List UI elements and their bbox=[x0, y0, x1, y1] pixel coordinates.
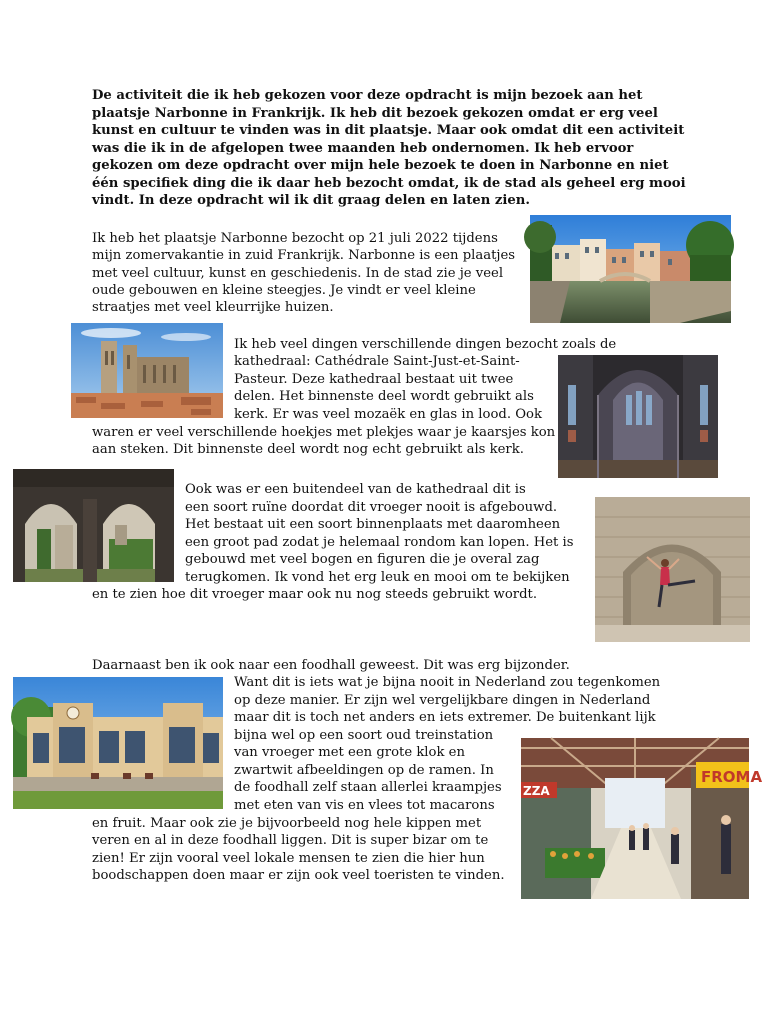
foodhall-line: veren en al in deze foodhall liggen. Dit is super bizar om te bbox=[92, 833, 489, 848]
intro-line: De activiteit die ik heb gekozen voor deze opdracht is mijn bezoek aan het bbox=[92, 88, 643, 103]
intro-line: gekozen om deze opdracht over mijn hele bezoek te doen in Narbonne en niet bbox=[92, 158, 669, 173]
cathedral-line: waren er veel verschillende hoekjes met plekjes waar je kaarsjes kon bbox=[92, 425, 556, 440]
outside-line: Ook was er een buitendeel van de kathedraal dit is bbox=[185, 482, 526, 497]
cloister-arches-photo bbox=[13, 469, 174, 582]
foodhall-line: Want dit is iets wat je bijna nooit in Nederland zou tegenkomen bbox=[234, 675, 661, 690]
foodhall-line: zwartwit afbeeldingen op de ramen. In bbox=[234, 763, 494, 778]
cathedral-line: kerk. Er was veel mozaëk en glas in lood. Ook bbox=[234, 407, 542, 422]
foodhall-line: de foodhall zelf staan allerlei kraampjes bbox=[234, 780, 502, 795]
foodhall-line: maar dit is toch net anders en iets extremer. De buitenkant lijk bbox=[234, 710, 656, 725]
cathedral-line: Ik heb veel dingen verschillende dingen bezocht zoals de bbox=[234, 337, 617, 352]
visit-line: straatjes met veel kleurrijke huizen. bbox=[92, 300, 334, 315]
foodhall-line: bijna wel op een soort oud treinstation bbox=[234, 728, 494, 743]
cathedral-line: Pasteur. Deze kathedraal bestaat uit twee bbox=[234, 372, 514, 387]
outside-line: gebouwd met veel bogen en figuren die je overal zag bbox=[185, 552, 540, 567]
visit-line: Ik heb het plaatsje Narbonne bezocht op 21 juli 2022 tijdens bbox=[92, 231, 498, 246]
intro-line: één specifiek ding die ik daar heb bezocht omdat, ik de stad als geheel erg mooi bbox=[92, 176, 686, 191]
cathedral-exterior-photo bbox=[71, 323, 223, 418]
outside-line: Het bestaat uit een soort binnenplaats met daaromheen bbox=[185, 517, 561, 532]
intro-line: vindt. In deze opdracht wil ik dit graag delen en laten zien. bbox=[92, 193, 530, 208]
outside-line: een groot pad zodat je helemaal rondom kan lopen. Het is bbox=[185, 535, 574, 550]
foodhall-line: boodschappen doen maar er zijn ook veel toeristen te vinden. bbox=[92, 868, 505, 883]
visit-line: oude gebouwen en kleine steegjes. Je vindt er veel kleine bbox=[92, 283, 476, 298]
cathedral-line: kathedraal: Cathédrale Saint-Just-et-Saint- bbox=[234, 354, 520, 369]
cathedral-line: delen. Het binnenste deel wordt gebruikt als bbox=[234, 389, 534, 404]
visit-line: mijn zomervakantie in zuid Frankrijk. Narbonne is een plaatjes bbox=[92, 248, 516, 263]
intro-line: plaatsje Narbonne in Frankrijk. Ik heb dit bezoek gekozen omdat er erg veel bbox=[92, 106, 658, 121]
market-sign-text: FROMA bbox=[701, 768, 763, 786]
intro-line: kunst en cultuur te vinden was in dit plaatsje. Maar ook omdat dit een activiteit bbox=[92, 123, 685, 138]
market-sign-text: ZZA bbox=[523, 784, 550, 798]
foodhall-line: op deze manier. Er zijn wel vergelijkbare dingen in Nederland bbox=[234, 693, 651, 708]
intro-line: was die ik in de afgelopen twee maanden heb ondernomen. Ik heb ervoor bbox=[92, 141, 634, 156]
outside-line: en te zien hoe dit vroeger maar ook nu nog steeds gebruikt wordt. bbox=[92, 587, 538, 602]
outside-line: een soort ruïne doordat dit vroeger nooit is afgebouwd. bbox=[185, 500, 558, 515]
foodhall-line: Daarnaast ben ik ook naar een foodhall geweest. Dit was erg bijzonder. bbox=[92, 658, 570, 673]
foodhall-line: en fruit. Maar ook zie je bijvoorbeeld nog hele kippen met bbox=[92, 816, 482, 831]
stone-arch-person-photo bbox=[595, 497, 750, 642]
foodhall-line: zien! Er zijn vooral veel lokale mensen te zien die hier hun bbox=[92, 851, 485, 866]
foodhall-interior-photo bbox=[521, 738, 763, 899]
cathedral-interior-photo bbox=[558, 355, 718, 478]
foodhall-line: met eten van vis en vlees tot macarons bbox=[234, 798, 495, 813]
visit-line: met veel cultuur, kunst en geschiedenis. In de stad zie je veel bbox=[92, 266, 504, 281]
cathedral-line: aan steken. Dit binnenste deel wordt nog echt gebruikt als kerk. bbox=[92, 442, 524, 457]
foodhall-line: van vroeger met een grote klok en bbox=[234, 745, 465, 760]
foodhall-exterior-photo bbox=[13, 677, 223, 809]
canal-street-photo bbox=[530, 215, 731, 323]
outside-line: terugkomen. Ik vond het erg leuk en mooi om te bekijken bbox=[185, 570, 570, 585]
